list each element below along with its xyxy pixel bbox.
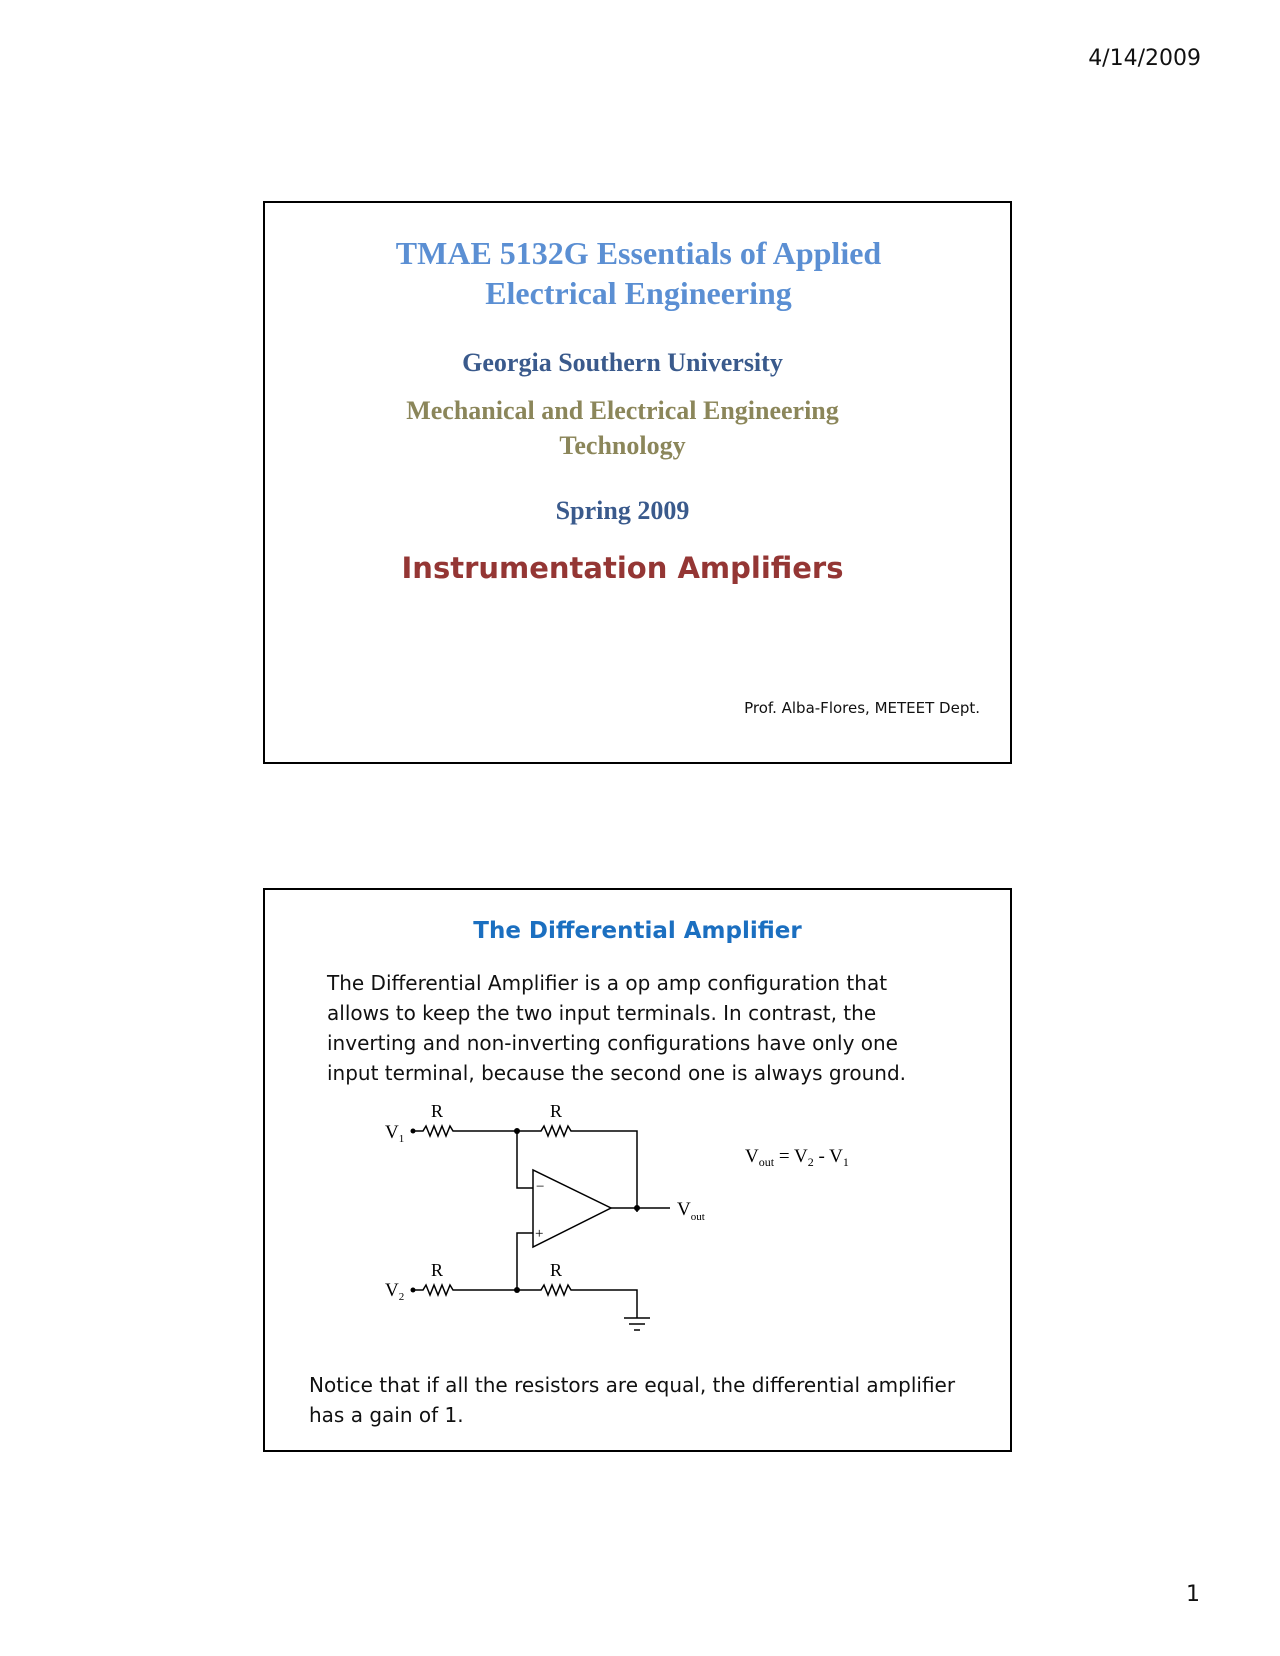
notice-paragraph <box>309 1370 999 1430</box>
professor-credit: Prof. Alba-Flores, METEET Dept. <box>744 699 980 717</box>
intro-line: inverting and non-inverting configurations have only one <box>327 1031 898 1055</box>
intro-line: input terminal, because the second one is always ground. <box>327 1061 907 1085</box>
label-v1: $V_1$ <box>385 1122 405 1145</box>
notice-line: has a gain of 1. <box>309 1403 464 1427</box>
page-number: 1 <box>1186 1582 1200 1607</box>
ground-symbol <box>624 1318 650 1330</box>
node-output <box>634 1205 640 1211</box>
differential-amplifier-circuit <box>265 890 1010 1450</box>
node-top <box>514 1128 520 1134</box>
label-v2: $V_2$ <box>385 1280 405 1303</box>
terminal-v1 <box>411 1129 416 1134</box>
terminal-v2 <box>411 1288 416 1293</box>
title-slide <box>263 201 1012 764</box>
department-line-2: Technology <box>559 431 686 460</box>
course-title-line-2: Electrical Engineering <box>485 275 792 311</box>
label-r2: R <box>430 1260 444 1280</box>
department-name <box>265 393 1010 463</box>
notice-line: Notice that if all the resistors are equal, the differential amplifier <box>309 1373 956 1397</box>
wire-inverting <box>517 1131 533 1188</box>
university-name: Georgia Southern University <box>462 348 783 377</box>
resistor-r1 <box>413 1126 517 1136</box>
wire-non-inverting <box>517 1233 533 1290</box>
resistor-r2 <box>413 1285 517 1295</box>
course-title <box>265 233 1010 313</box>
non-inverting-sign: + <box>535 1226 544 1242</box>
node-bottom <box>514 1287 520 1293</box>
label-r-feedback: R <box>549 1101 563 1121</box>
label-r-ground: R <box>549 1260 563 1280</box>
intro-line: The Differential Amplifier is a op amp configuration that <box>327 971 888 995</box>
department-line-1: Mechanical and Electrical Engineering <box>406 396 839 425</box>
topic-title: Instrumentation Amplifiers <box>401 551 844 585</box>
label-r1: R <box>430 1101 444 1121</box>
op-amp-triangle <box>533 1170 611 1247</box>
label-vout: $V_{out}$ <box>677 1199 705 1223</box>
gain-equation: $V_{out} = V_2 - V_1$ <box>745 1146 849 1169</box>
differential-amplifier-slide <box>263 888 1012 1452</box>
course-title-line-1: TMAE 5132G Essentials of Applied <box>395 235 882 271</box>
slide-title: The Differential Amplifier <box>473 918 802 944</box>
term: Spring 2009 <box>555 496 690 525</box>
resistor-feedback <box>517 1126 637 1212</box>
header-date: 4/14/2009 <box>1088 46 1201 71</box>
intro-line: allows to keep the two input terminals. In contrast, the <box>327 1001 877 1025</box>
inverting-sign: − <box>536 1179 545 1195</box>
resistor-ground <box>517 1285 637 1318</box>
